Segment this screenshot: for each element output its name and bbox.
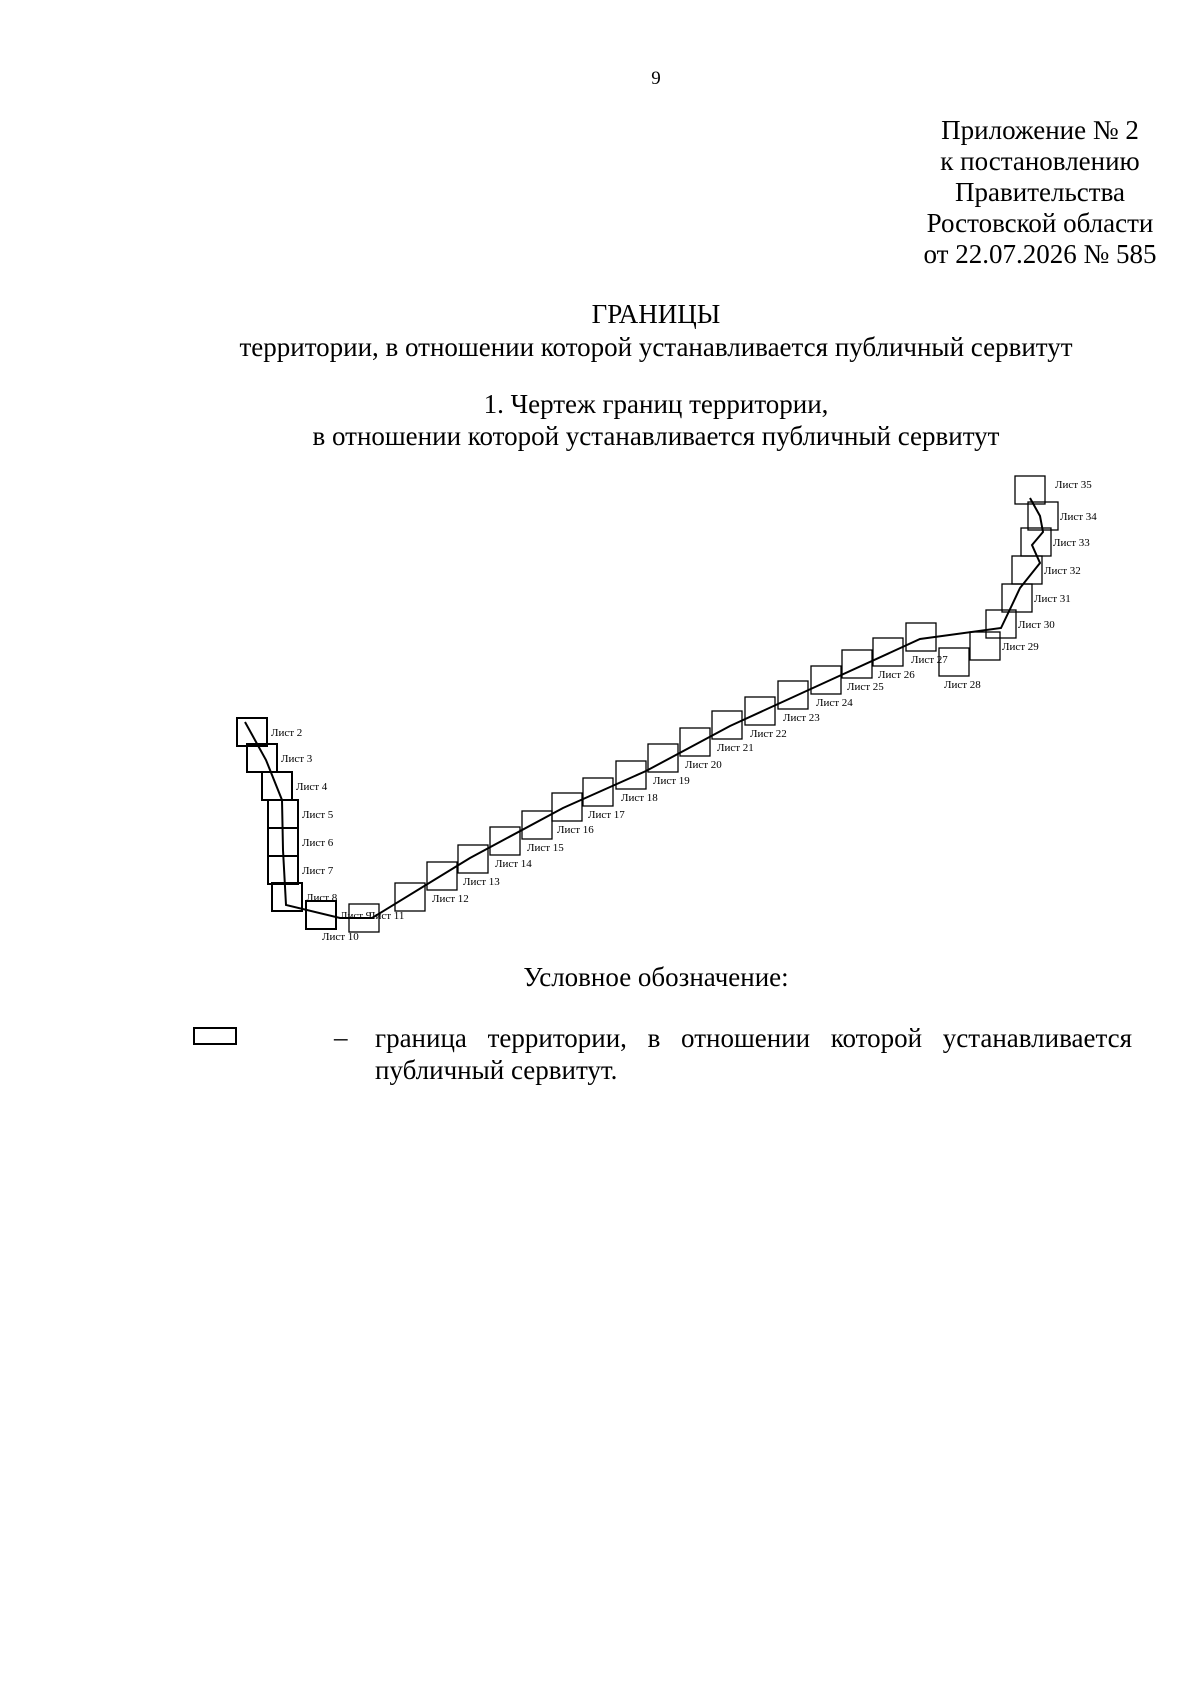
- sheet-label: Лист 5: [302, 809, 334, 821]
- sheet-label: Лист 12: [432, 893, 469, 905]
- sheet-label: Лист 33: [1053, 537, 1090, 549]
- sheet-box: [616, 761, 646, 789]
- sheet-label: Лист 6: [302, 837, 334, 849]
- servitude-route-line: [245, 498, 1043, 918]
- sheet-box: [873, 638, 903, 666]
- sheet-label: Лист 9: [340, 910, 372, 922]
- sheet-box: [970, 632, 1000, 660]
- sheet-label: Лист 4: [296, 781, 328, 793]
- sheet-label: Лист 31: [1034, 593, 1071, 605]
- section-heading-line-1: 1. Чертеж границ территории,: [483, 389, 829, 419]
- appendix-line: от 22.07.2026 № 585: [923, 239, 1157, 269]
- sheet-label: Лист 13: [463, 876, 500, 888]
- sheet-box: [745, 697, 775, 725]
- sheet-label: Лист 20: [685, 759, 722, 771]
- sheet-box: [247, 744, 277, 772]
- sheet-label: Лист 17: [588, 809, 625, 821]
- sheet-label: Лист 3: [281, 753, 313, 765]
- sheet-box: [778, 681, 808, 709]
- sheet-label: Лист 30: [1018, 619, 1055, 631]
- sheet-label: Лист 2: [271, 727, 303, 739]
- section-heading-line-2: в отношении которой устанавливается публичный сервитут: [312, 421, 1000, 451]
- sheet-box: [811, 666, 841, 694]
- sheet-label: Лист 24: [816, 697, 853, 709]
- document-subtitle: территории, в отношении которой устанавливается публичный сервитут: [239, 332, 1073, 362]
- sheet-label: Лист 34: [1060, 511, 1097, 523]
- legend-text: граница территории, в отношении которой устанавливается публичный сервитут.: [375, 1023, 1132, 1085]
- legend-title: Условное обозначение:: [523, 962, 789, 992]
- appendix-line: Ростовской области: [926, 208, 1154, 238]
- sheet-label: Лист 21: [717, 742, 754, 754]
- sheet-label: Лист 28: [944, 679, 981, 691]
- sheet-box: [490, 827, 520, 855]
- sheet-label: Лист 19: [653, 775, 690, 787]
- sheet-label: Лист 11: [368, 910, 405, 922]
- sheet-box: [680, 728, 710, 756]
- sheet-box: [986, 610, 1016, 638]
- sheet-label: Лист 35: [1055, 479, 1092, 491]
- sheet-label: Лист 23: [783, 712, 820, 724]
- sheet-label: Лист 10: [322, 931, 359, 943]
- sheet-box: [237, 718, 267, 746]
- sheet-box: [712, 711, 742, 739]
- appendix-line: Приложение № 2: [941, 115, 1139, 145]
- boundary-legend-symbol: [193, 1027, 237, 1045]
- sheet-label: Лист 25: [847, 681, 884, 693]
- sheet-label: Лист 15: [527, 842, 564, 854]
- sheet-box: [1002, 584, 1032, 612]
- legend-dash: –: [334, 1022, 348, 1052]
- sheet-label: Лист 8: [306, 892, 338, 904]
- appendix-line: к постановлению: [940, 146, 1140, 176]
- appendix-line: Правительства: [955, 177, 1125, 207]
- sheet-label: Лист 32: [1044, 565, 1081, 577]
- sheet-label: Лист 27: [911, 654, 948, 666]
- sheet-label: Лист 7: [302, 865, 334, 877]
- sheet-label: Лист 16: [557, 824, 594, 836]
- sheet-label: Лист 14: [495, 858, 532, 870]
- document-title: ГРАНИЦЫ: [591, 299, 721, 329]
- sheet-label: Лист 29: [1002, 641, 1039, 653]
- sheet-label: Лист 18: [621, 792, 658, 804]
- sheet-box: [1028, 502, 1058, 530]
- sheet-label: Лист 22: [750, 728, 787, 740]
- sheet-label: Лист 26: [878, 669, 915, 681]
- sheet-box: [458, 845, 488, 873]
- page-number: 9: [651, 68, 661, 89]
